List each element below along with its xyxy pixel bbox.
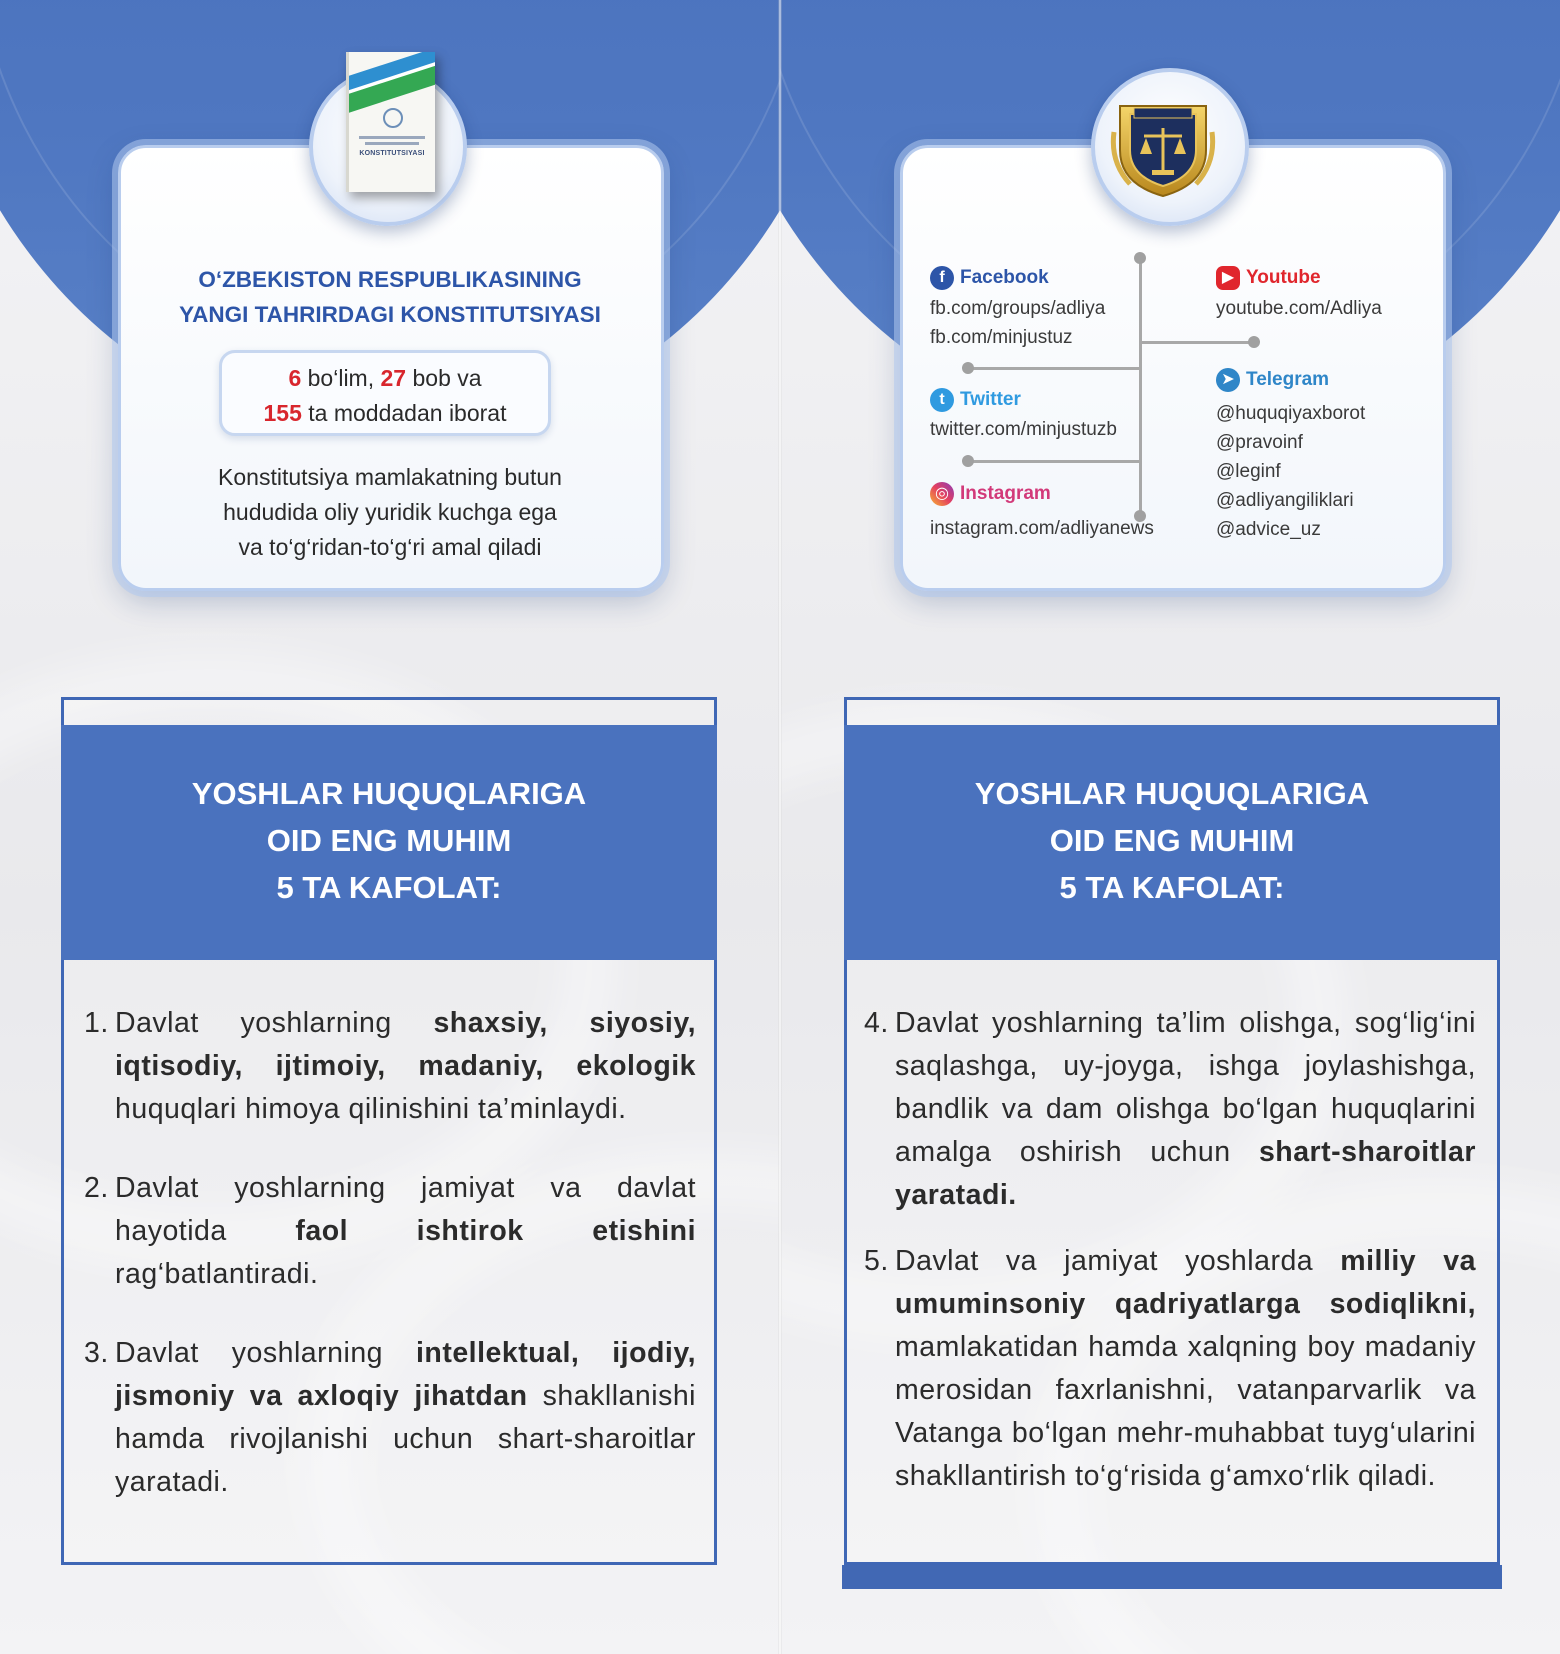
youtube-links (1216, 294, 1382, 323)
fold-divider (778, 0, 782, 1654)
card-description: Konstitutsiya mamlakatning butun hududida oliy yuridik kuchga ega va to‘g‘ridan-to‘g‘ri amal qiladi (218, 464, 562, 560)
facebook-links (930, 294, 1105, 352)
guarantee-item-1: 1. Davlat yoshlarning shaxsiy, siyosiy, iqtisodiy, ijtimoiy, madaniy, ekologik huquqlari himoya qilinishini ta’minlaydi. (84, 1007, 696, 1125)
guarantees-title: YOSHLAR HUQUQLARIGA OID ENG MUHIM 5 TA KAFOLAT: (974, 776, 1370, 905)
telegram-links (1216, 399, 1365, 544)
twitter-heading[interactable]: t Twitter (930, 388, 1021, 412)
youtube-icon: ▶ (1216, 266, 1240, 290)
instagram-links (930, 514, 1154, 543)
guarantee-item-5: 5. Davlat va jamiyat yoshlarda milliy va umuminsoniy qadriyatlarga sodiqlikni, mamlakatidan hamda xalqning boy madaniy merosidan faxrlanishni, vatanparvarlik va Vatanga bo‘lgan mehr-muhabbat tuyg‘ularini shakllantirish to‘g‘risida g‘amxo‘rlik qiladi. (864, 1245, 1477, 1492)
instagram-link[interactable]: instagram.com/adliyanews (930, 518, 1154, 539)
telegram-heading[interactable]: ➤ Telegram (1216, 368, 1329, 392)
telegram-link[interactable]: @pravoinf (1216, 432, 1303, 453)
guarantee-item-2: 2. Davlat yoshlarning jamiyat va davlat hayotida faol ishtirok etishini rag‘batlantiradi. (84, 1172, 696, 1290)
telegram-link[interactable]: @adliyangiliklari (1216, 490, 1354, 511)
instagram-heading[interactable]: ◎ Instagram (930, 482, 1051, 506)
guarantee-item-3: 3. Davlat yoshlarning intellektual, ijodiy, jismoniy va axloqiy jihatdan shakllanishi hamda rivojlanishi uchun shart-sharoitlar yaratadi. (84, 1337, 697, 1498)
guarantees-title: YOSHLAR HUQUQLARIGA OID ENG MUHIM 5 TA KAFOLAT: (191, 776, 587, 905)
twitter-links (930, 415, 1117, 444)
guarantee-item-4: 4. Davlat yoshlarning ta’lim olishga, sog‘lig‘ini saqlashga, uy-joyga, ishga joylashishga, bandlik va dam olishga bo‘lgan huquqlarini amalga oshirish uchun shart-sharoitlar yaratadi. (864, 1007, 1476, 1211)
stats-box: 6 bo‘lim, 27 bob va 155 ta moddadan iborat (219, 350, 551, 436)
twitter-icon: t (930, 388, 954, 412)
youtube-link[interactable]: youtube.com/Adliya (1216, 298, 1382, 319)
telegram-link[interactable]: @leginf (1216, 461, 1281, 482)
telegram-link[interactable]: @advice_uz (1216, 519, 1321, 540)
telegram-icon: ➤ (1216, 368, 1240, 392)
facebook-icon: f (930, 266, 954, 290)
telegram-link[interactable]: @huquqiyaxborot (1216, 403, 1366, 424)
card-title: O‘ZBEKISTON RESPUBLIKASINING YANGI TAHRIRDAGI KONSTITUTSIYASI (179, 267, 601, 327)
facebook-heading[interactable]: f Facebook (930, 266, 1049, 290)
book-cover-title: KONSTITUTSIYASI (359, 150, 425, 157)
facebook-link[interactable]: fb.com/minjustuz (930, 327, 1073, 348)
bottom-bar (842, 1565, 1502, 1589)
youtube-heading[interactable]: ▶ Youtube (1216, 266, 1321, 290)
facebook-link[interactable]: fb.com/groups/adliya (930, 298, 1106, 319)
constitution-book-icon (346, 52, 435, 192)
instagram-icon: ◎ (930, 482, 954, 506)
twitter-link[interactable]: twitter.com/minjustuzb (930, 419, 1117, 440)
right-panel (780, 0, 1560, 1654)
ministry-emblem-icon (1110, 92, 1216, 200)
